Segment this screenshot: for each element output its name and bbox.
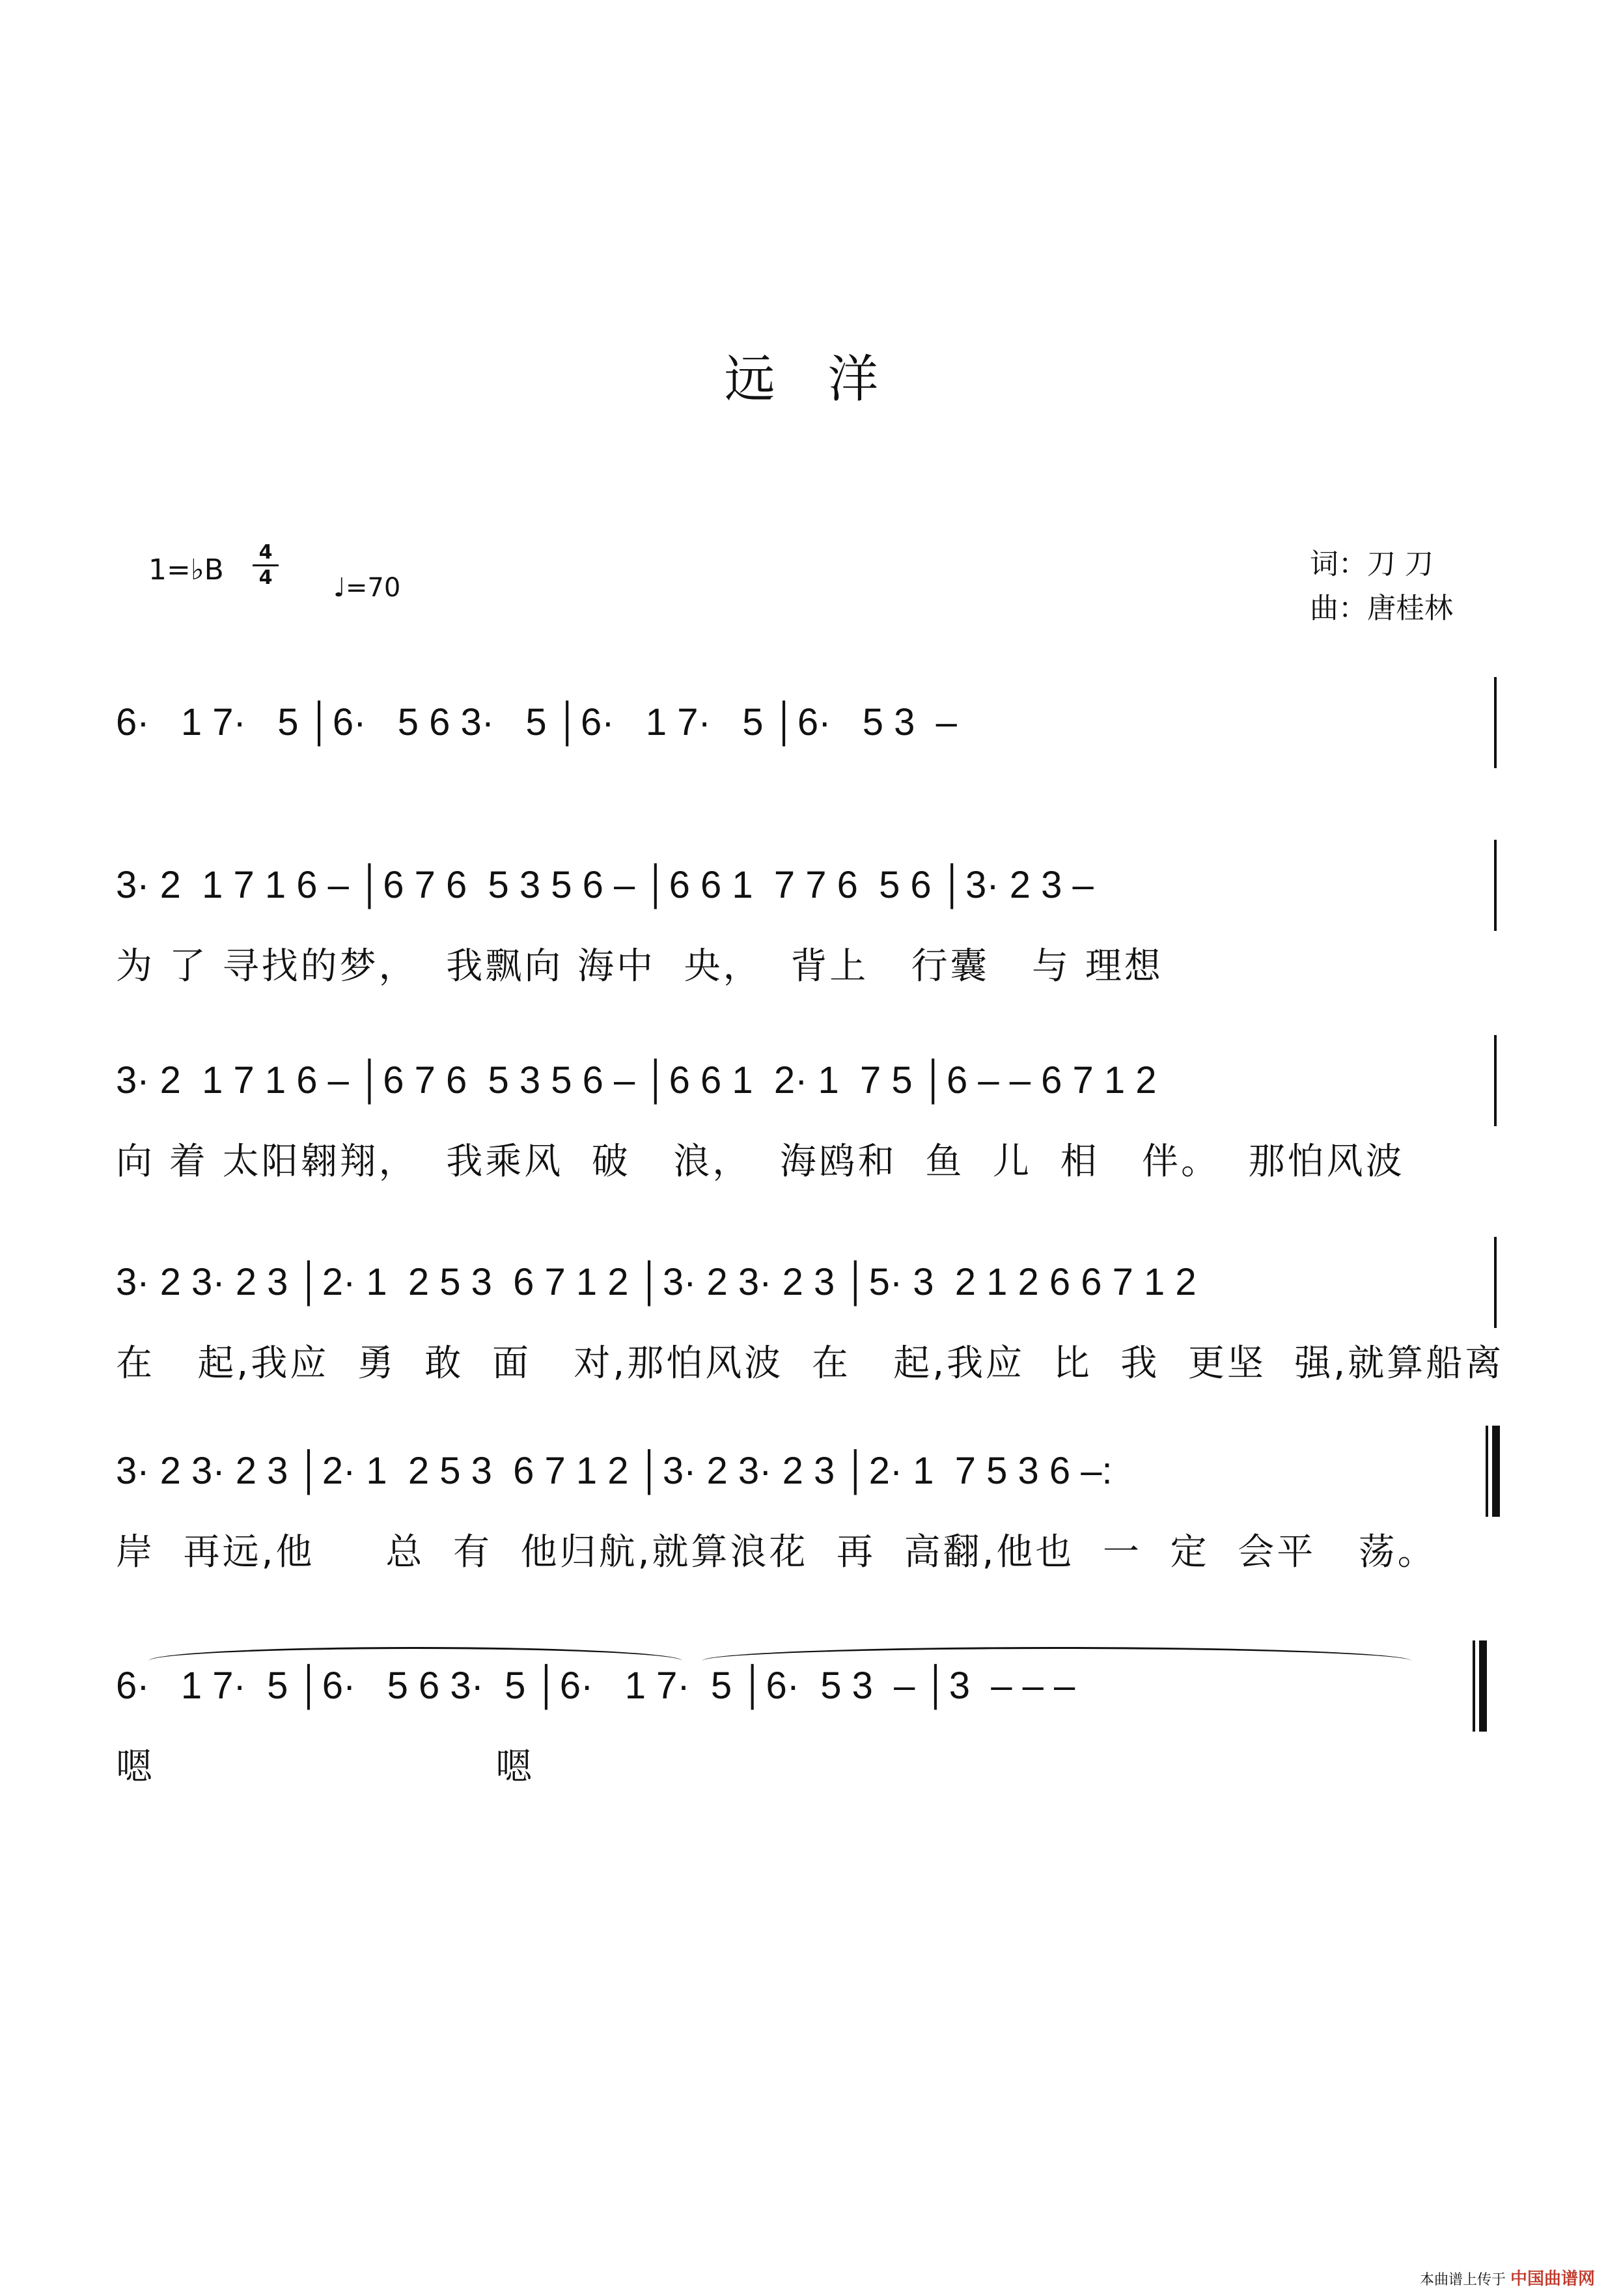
footer-credit	[1420, 2265, 1595, 2289]
lyric-line: 在 起,我应 勇 敢 面 对,那怕风波 在 起,我应 比 我 更坚 强,就算船离	[116, 1342, 1504, 1385]
final-end-bar	[1479, 1640, 1487, 1732]
lyric-line: 嗯 嗯	[116, 1746, 535, 1788]
composer-credit: 曲：唐桂林	[1310, 592, 1453, 625]
score-system-6	[116, 1640, 1516, 1810]
bar-line	[1494, 1237, 1497, 1328]
score-system-1	[116, 677, 1516, 781]
notation-line: 6· 1 7· 5 │6· 5 6 3· 5 │6· 1 7· 5 │6· 5 3 –	[116, 701, 957, 743]
lyric-line: 向 着 太阳翱翔， 我乘风 破 浪， 海鸥和 鱼 儿 相 伴。 那怕风波	[116, 1141, 1405, 1183]
bar-line	[1494, 840, 1497, 931]
repeat-bar-line	[1486, 1426, 1488, 1517]
notation-line: 3· 2 3· 2 3 │2· 1 2 5 3 6 7 1 2 │3· 2 3· 2 3 │5· 3 2 1 2 6 6 7 1 2	[116, 1261, 1197, 1303]
notation-line: 3· 2 1 7 1 6 – │6 7 6 5 3 5 6 – │6 6 1 2· 1 7 5 │6 – – 6 7 1 2	[116, 1059, 1157, 1101]
lyric-line: 岸 再远,他 总 有 他归航,就算浪花 再 高翻,他也 一 定 会平 荡。	[116, 1531, 1437, 1573]
score-system-5	[116, 1426, 1516, 1595]
notation-line: 3· 2 1 7 1 6 – │6 7 6 5 3 5 6 – │6 6 1 7 7 6 5 6 │3· 2 3 –	[116, 864, 1094, 906]
bar-line	[1494, 677, 1497, 768]
time-signature-top: 4	[258, 541, 273, 564]
score-system-4	[116, 1237, 1516, 1406]
lyric-line: 为 了 寻找的梦， 我飘向 海中 央， 背上 行囊 与 理想	[116, 945, 1163, 988]
bar-line	[1494, 1035, 1497, 1126]
time-signature-bottom: 4	[258, 566, 273, 589]
time-signature	[253, 542, 279, 589]
song-title: 远 洋	[724, 350, 897, 409]
notation-line: 3· 2 3· 2 3 │2· 1 2 5 3 6 7 1 2 │3· 2 3· 2 3 │2· 1 7 5 3 6 –:	[116, 1450, 1113, 1492]
footer-prefix: 本曲谱上传于	[1419, 2272, 1506, 2288]
score-system-3	[116, 1035, 1516, 1204]
repeat-end-bar	[1492, 1426, 1500, 1517]
key-signature: 1=♭B	[148, 553, 224, 587]
lyricist-credit: 词：刀 刀	[1310, 547, 1434, 581]
score-system-2	[116, 840, 1516, 1009]
notation-line: 6· 1 7· 5 │6· 5 6 3· 5 │6· 1 7· 5 │6· 5 3 – │3 – – –	[116, 1665, 1075, 1707]
site-logo: 中国曲谱网	[1510, 2269, 1595, 2289]
final-bar-line	[1473, 1640, 1475, 1732]
tempo-marking: ♩=70	[333, 573, 401, 603]
